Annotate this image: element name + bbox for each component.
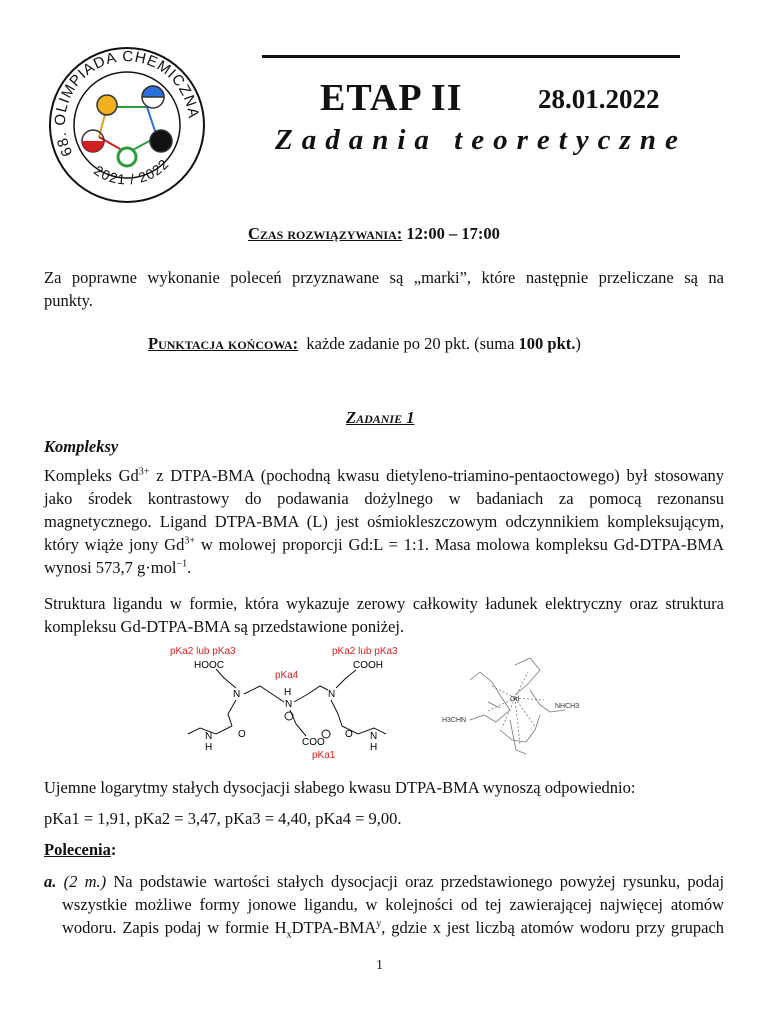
label-ch3nh: H3CHN	[442, 717, 467, 724]
label-pka4: pKa4	[275, 670, 299, 681]
intro-paragraph	[44, 266, 724, 312]
command-a-letter: a.	[44, 872, 57, 891]
label-pka1: pKa1	[312, 750, 336, 761]
score-line	[148, 332, 581, 355]
command-a-line: wodoru. Zapis podaj w formie $H_xDTPA-BMA^y$, gdzie x jest liczbą atomów wodoru przy grupach	[62, 918, 725, 941]
commands-label: Polecenia	[44, 840, 111, 859]
time-value: 12:00 – 17:00	[406, 224, 500, 243]
pka-values: pKa1 = 1,91, pKa2 = 3,47, pKa3 = 4,40, pKa4 = 9,00.	[44, 809, 402, 828]
stage-title: ETAP II	[320, 77, 463, 119]
atom-n-amide-left: N	[205, 731, 213, 742]
label-coo: COO	[302, 737, 325, 748]
subtitle: Zadania teoretyczne	[275, 124, 687, 156]
atom-n-left: N	[233, 689, 241, 700]
time-label: Czas rozwiązywania:	[248, 224, 403, 243]
atom-o-right: O	[345, 729, 353, 740]
score-label: Punktacja końcowa:	[148, 334, 299, 353]
atom-n-right: N	[328, 689, 336, 700]
logo-ring-text: 68. OLIMPIADA CHEMICZNA	[51, 48, 202, 160]
page-number: 1	[376, 958, 383, 973]
label-hooc: HOOC	[194, 660, 224, 671]
para2-line: Struktura ligandu w formie, która wykazuje zerowy całkowity ładunek elektryczny oraz struktura	[44, 594, 724, 613]
para1-line: wynosi 573,7 g·mol$^{-1}$.	[44, 558, 192, 577]
score-end: )	[575, 334, 581, 353]
pka-intro: Ujemne logarytmy stałych dysocjacji słabego kwasu DTPA-BMA wynoszą odpowiednio:	[44, 778, 636, 797]
atom-gd: Gd	[510, 696, 520, 703]
command-a	[44, 870, 724, 893]
label-nhch3: NHCH3	[555, 703, 580, 710]
atom-h-center: H	[284, 687, 292, 698]
label-pka2-right: pKa2 lub pKa3	[332, 646, 398, 657]
atom-h-amide-left: H	[205, 742, 213, 753]
task-topic: Kompleksy	[44, 437, 119, 456]
score-total: 100 pkt.	[518, 334, 576, 353]
command-a-cont	[62, 893, 724, 939]
para1-line: magnetycznego. Ligand DTPA-BMA (L) jest ośmiokleszczowym odczynnikiem kompleksującym,	[44, 512, 724, 531]
ligand-structure	[160, 644, 410, 764]
logo-years: 2021 / 2022	[91, 155, 173, 188]
para1-line: który wiąże jony $Gd^{3+}$ w molowej proporcji Gd:L = 1:1. Masa molowa kompleksu Gd-DTPA-BMA	[44, 535, 724, 554]
task-title-text: Zadanie 1	[346, 408, 415, 427]
paragraph-1	[44, 464, 724, 579]
exam-date: 28.01.2022	[538, 84, 660, 114]
commands-colon: :	[110, 840, 117, 859]
para2-line: kompleksu Gd-DTPA-BMA są przedstawione poniżej.	[44, 617, 405, 636]
gd-complex-structure	[440, 650, 590, 762]
para1-line: Kompleks $Gd^{3+}$ z DTPA-BMA (pochodną kwasu dietyleno-triamino-pentaoctowego) był stosowany	[44, 466, 725, 485]
atom-n-amide-right: N	[370, 731, 378, 742]
command-a-line: wszystkie możliwe formy jonowe ligandu, w kolejności od tej zawierającej najwięcej atomów	[62, 895, 724, 914]
atom-o-left: O	[238, 729, 246, 740]
intro-line: punkty.	[44, 291, 93, 310]
intro-line: Za poprawne wykonanie poleceń przyznawane są „marki”, które następnie przeliczane są na	[44, 268, 724, 287]
label-pka2-left: pKa2 lub pKa3	[170, 646, 236, 657]
atom-n-center: N	[285, 699, 293, 710]
command-a-line: a. (2 m.) Na podstawie wartości stałych dysocjacji oraz przedstawionego powyżej rysunku, podaj	[44, 872, 725, 891]
olympiad-logo	[47, 45, 207, 205]
label-cooh: COOH	[353, 660, 383, 671]
header-rule	[262, 55, 680, 58]
command-a-marks: (2 m.)	[63, 872, 107, 891]
task-title	[346, 406, 414, 429]
svg-text:68. OLIMPIADA CHEMICZNA	[52, 48, 202, 159]
paragraph-2	[44, 592, 724, 638]
time-line	[248, 222, 500, 245]
commands-heading	[44, 838, 116, 861]
para1-line: jako środek kontrastowy do podawania dożylnego w badaniach za pomocą rezonansu	[44, 489, 724, 508]
atom-h-amide-right: H	[370, 742, 378, 753]
score-text: każde zadanie po 20 pkt. (suma	[306, 334, 519, 353]
